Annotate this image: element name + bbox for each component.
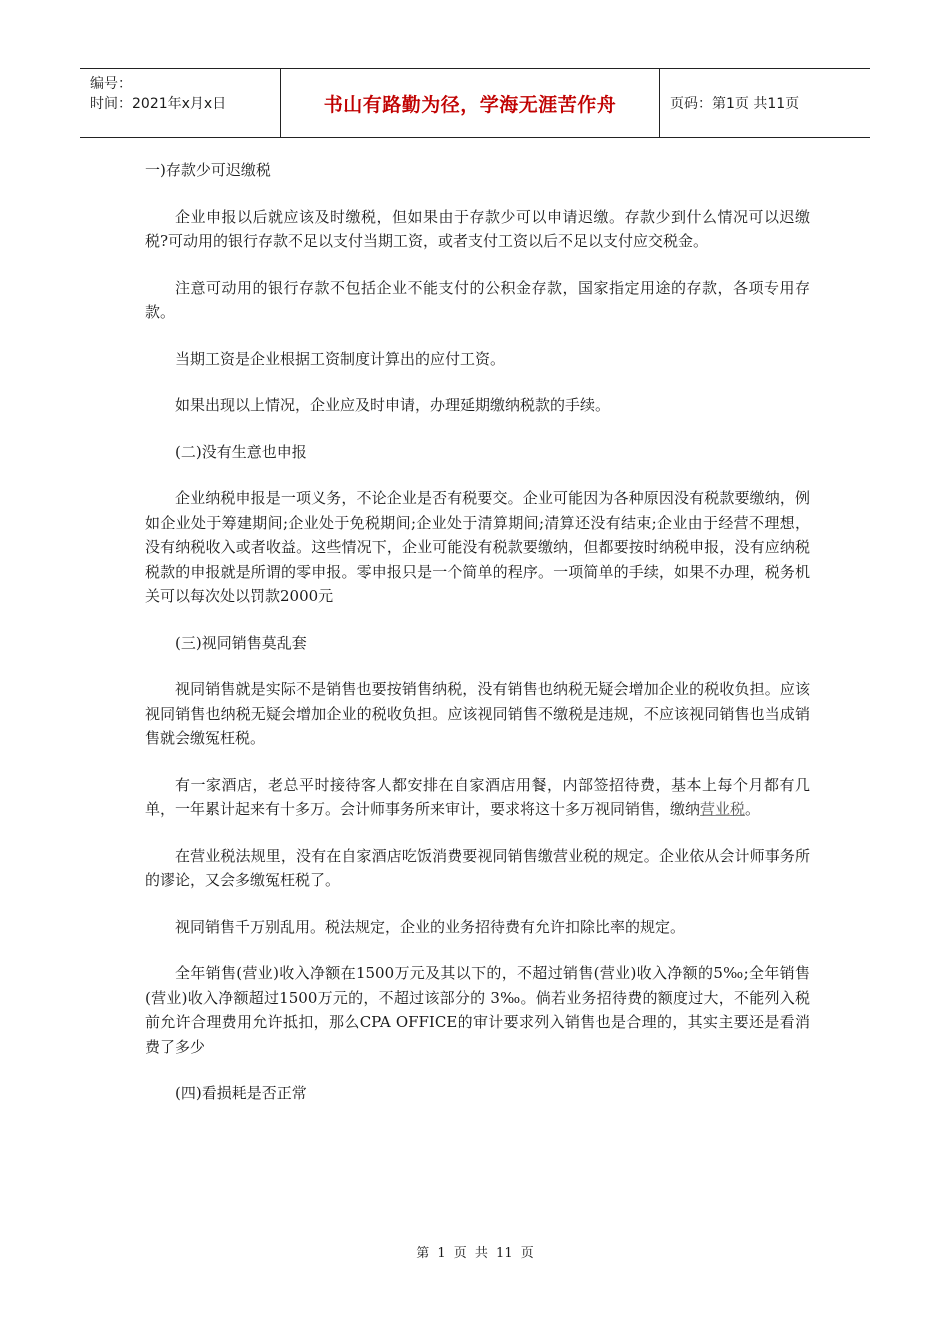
page-footer: 第 1 页 共 11 页	[416, 1246, 534, 1261]
section-heading: (二)没有生意也申报	[175, 442, 307, 461]
section-heading: (三)视同销售莫乱套	[175, 633, 307, 652]
paragraph: 如果出现以上情况，企业应及时申请，办理延期缴纳税款的手续。	[175, 396, 611, 414]
paragraph-text: 有一家酒店，老总平时接待客人都安排在自家酒店用餐，内部签招待费，基本上每个月都有几单，一年累计起来有十多万。会计师事务所来审计，要求将这十多万视同销售，缴纳	[145, 775, 810, 818]
section-heading: (四)看损耗是否正常	[175, 1084, 307, 1102]
paragraph: 当期工资是企业根据工资制度计算出的应付工资。	[175, 349, 506, 368]
document-body	[145, 158, 810, 1128]
page-header	[80, 68, 870, 138]
header-meta-cell	[80, 69, 281, 137]
paragraph: 企业纳税申报是一项义务，不论企业是否有税要交。企业可能因为各种原因没有税款要缴纳，例如企业处于筹建期间;企业处于免税期间;企业处于清算期间;清算还没有结束;企业由于经营不理想，没有纳税收入或者收益。这些情况下，企业可能没有税款要缴纳，但都要按时纳税申报，没有应纳税税款的申报就是所谓的零申报。零申报只是一个简单的程序。一项简单的手续，如果不办理，税务机关可以每次处以罚款2000元	[145, 489, 810, 605]
business-tax-link[interactable]: 营业税	[700, 800, 746, 818]
header-motto: 书山有路勤为径，学海无涯苦作舟	[281, 69, 660, 137]
number-label: 编号：	[90, 76, 132, 92]
paragraph: 视同销售千万别乱用。税法规定，企业的业务招待费有允许扣除比率的规定。	[175, 917, 686, 936]
paragraph: 视同销售就是实际不是销售也要按销售纳税，没有销售也纳税无疑会增加企业的税收负担。应该视同销售也纳税无疑会增加企业的税收负担。应该视同销售不缴税是违规，不应该视同销售也当成销售就会缴冤枉税。	[145, 680, 810, 747]
paragraph: 全年销售(营业)收入净额在1500万元及其以下的，不超过销售(营业)收入净额的5‰;全年销售(营业)收入净额超过1500万元的，不超过该部分的 3‰。倘若业务招待费的额度过大，不能列入税前允许合理费用允许抵扣，那么CPA OFFICE的审计要求列入销售也是合理的，其实主要还是看消费了多少	[145, 964, 810, 1056]
paragraph-with-link	[145, 773, 810, 822]
paragraph: 注意可动用的银行存款不包括企业不能支付的公积金存款，国家指定用途的存款，各项专用存款。	[145, 278, 810, 321]
time-label: 时间：2021年x月x日	[90, 96, 227, 112]
paragraph-text: 。	[745, 800, 761, 818]
paragraph: 在营业税法规里，没有在自家酒店吃饭消费要视同销售缴营业税的规定。企业依从会计师事务所的谬论，又会多缴冤枉税了。	[145, 846, 810, 889]
paragraph: 企业申报以后就应该及时缴税，但如果由于存款少可以申请迟缴。存款少到什么情况可以迟缴税?可动用的银行存款不足以支付当期工资，或者支付工资以后不足以支付应交税金。	[145, 207, 810, 250]
header-page-label: 页码：第1页 共11页	[670, 96, 800, 112]
section-heading: 一)存款少可迟缴税	[145, 161, 271, 179]
